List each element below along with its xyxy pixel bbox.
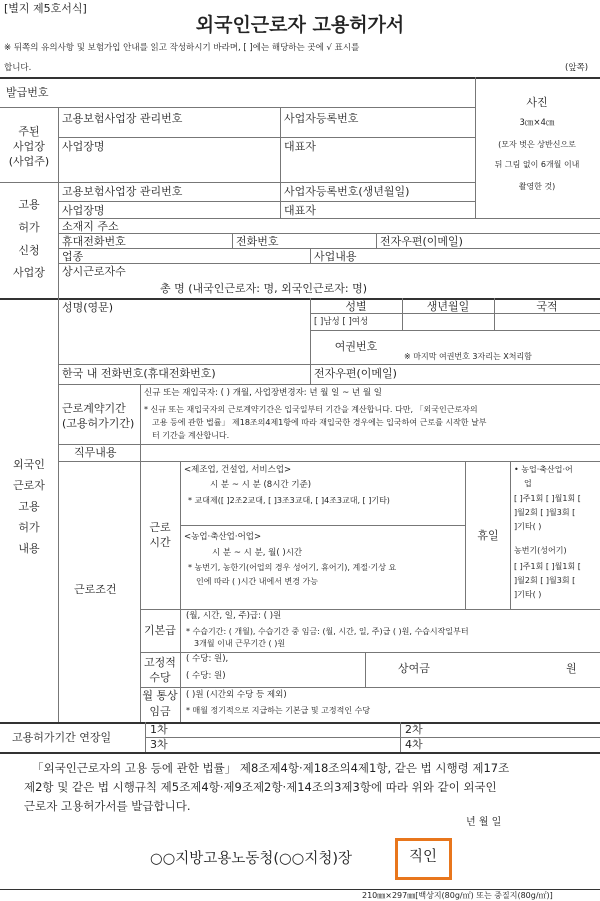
emp-workplace-label-4: 사업장 <box>13 266 45 279</box>
fw-holiday-option-2: 업 <box>524 479 532 488</box>
fw-mfg-shift[interactable]: * 교대제([ ]2조2교대, [ ]3조3교대, [ ]4조3교대, [ ]기타) <box>188 496 390 505</box>
instruction-line-2: 합니다. <box>4 63 32 73</box>
fw-agri-heading: <농업·축산업·어업> <box>184 532 262 542</box>
emp-total-workers-line: 총 명 (내국인근로자: 명, 외국인근로자: 명) <box>160 282 367 295</box>
fw-base-pay-note-1: * 수습기간: ( 개월), 수습기간 중 임금: (월, 시간, 일, 주)급 ( )원, 수습시작일부터 <box>186 627 469 636</box>
fw-mfg-heading: <제조업, 건설업, 서비스업> <box>184 465 292 475</box>
main-workplace-label-3: (사업주) <box>8 155 50 168</box>
fw-holiday-label: 휴일 <box>477 529 499 542</box>
photo-note-3: 촬영한 것) <box>518 182 556 191</box>
emp-representative-label: 대표자 <box>284 204 316 217</box>
fw-busy-option-3[interactable]: ]기타( ) <box>514 590 542 599</box>
extension-round-4: 4차 <box>405 738 423 751</box>
fw-working-conditions-label: 근로조건 <box>74 583 117 596</box>
statement-line-3: 근로자 고용허가서를 발급합니다. <box>24 799 191 813</box>
statement-date: 년 월 일 <box>466 817 502 828</box>
paper-spec: 210㎜×297㎜[백상지(80g/㎡) 또는 중질지(80g/㎡)] <box>362 891 553 900</box>
emp-mobile-label: 휴대전화번호 <box>62 235 126 248</box>
fw-contract-label-2: (고용허가기간) <box>62 417 135 430</box>
fw-busy-season-label: 농번기(성어기) <box>514 546 567 555</box>
statement-line-1: 「외국인근로자의 고용 등에 관한 법률」 제8조제4항·제18조의4제1항, 같은 법 시행령 제17조 <box>32 761 510 775</box>
official-seal-label: 직인 <box>408 849 438 865</box>
fw-agri-note-1: * 농번기, 농한기(어업의 경우 성어기, 휴어기), 계절·기상 요 <box>188 563 397 572</box>
fw-busy-option-2[interactable]: ]월2회 [ ]월3회 [ <box>514 576 576 585</box>
emp-insurance-no-label: 고용보험사업장 관리번호 <box>62 185 183 198</box>
fw-agri-hours-line: 시 분 ~ 시 분, 월( )시간 <box>212 548 303 558</box>
main-workplace-label-2: 사업장 <box>13 140 45 153</box>
fw-monthly-wage-note: * 매월 정기적으로 지급하는 기본급 및 고정적인 수당 <box>186 706 371 715</box>
emp-workplace-name-label: 사업장명 <box>62 204 105 217</box>
fw-holiday-option-3[interactable]: [ ]주1회 [ ]월1회 [ <box>514 494 581 503</box>
fw-holiday-option-1: • 농업·축산업·어 <box>514 465 573 474</box>
extension-round-1: 1차 <box>150 723 168 736</box>
extension-round-3: 3차 <box>150 738 168 751</box>
fw-bonus-label: 상여금 <box>398 662 430 675</box>
issuer-name: ○○지방고용노동청(○○지청)장 <box>150 851 352 867</box>
fw-work-hours-label-1: 근로 <box>149 521 171 534</box>
fw-base-pay-note-2: 3개월 이내 근무기간 ( )원 <box>194 639 286 648</box>
fw-contract-note-1: * 신규 또는 재입국자의 근로계약기간은 입국일부터 기간을 계산합니다. 다만, 「외국인근로자의 <box>144 405 478 414</box>
emp-workplace-label-2: 허가 <box>18 221 40 234</box>
fw-base-pay-line: (월, 시간, 일, 주)급: ( )원 <box>186 611 282 621</box>
fw-fixed-allowance-label-2: 수당 <box>149 671 171 684</box>
fw-bonus-unit: 원 <box>566 662 577 675</box>
main-business-reg-label: 사업자등록번호 <box>284 112 359 125</box>
main-insurance-no-label: 고용보험사업장 관리번호 <box>62 112 183 125</box>
emp-address-label: 소재지 주소 <box>62 220 119 233</box>
extension-round-2: 2차 <box>405 723 423 736</box>
fw-monthly-wage-label-1: 월 통상 <box>142 689 178 702</box>
fw-base-pay-label: 기본급 <box>144 624 176 637</box>
extension-label: 고용허가기간 연장일 <box>12 731 112 744</box>
statement-line-2: 제2항 및 같은 법 시행규칙 제5조제4항·제9조제2항·제14조의3제3항에 따라 위와 같이 외국인 <box>24 780 497 794</box>
fw-name-label: 성명(영문) <box>62 301 114 314</box>
fw-nationality-label: 국적 <box>536 300 558 313</box>
fw-contract-note-3: 터 기간을 계산합니다. <box>152 431 230 440</box>
emp-business-content-label: 사업내용 <box>314 250 357 263</box>
emp-workplace-label-1: 고용 <box>18 198 40 211</box>
fw-sex-label: 성별 <box>345 300 367 313</box>
photo-title: 사진 <box>526 96 548 109</box>
page-title: 외국인근로자 고용허가서 <box>195 14 405 36</box>
fw-label-5: 내용 <box>18 542 40 555</box>
fw-work-hours-label-2: 시간 <box>149 536 171 549</box>
photo-size: 3㎝×4㎝ <box>519 118 555 128</box>
main-workplace-label-1: 주된 <box>18 125 40 138</box>
fw-job-description-label: 직무내용 <box>74 446 117 459</box>
fw-email-label: 전자우편(이메일) <box>314 367 397 380</box>
emp-phone-label: 전화번호 <box>236 235 279 248</box>
fw-sex-options[interactable]: [ ]남성 [ ]여성 <box>314 317 369 327</box>
emp-business-reg-label: 사업자등록번호(생년월일) <box>284 185 410 198</box>
fw-phone-label: 한국 내 전화번호(휴대전화번호) <box>62 367 216 380</box>
photo-note-2: 뒤 그림 없이 6개월 이내 <box>494 160 580 169</box>
emp-email-label: 전자우편(이메일) <box>380 235 463 248</box>
emp-regular-workers-label: 상시근로자수 <box>62 265 126 278</box>
instruction-line-1: ※ 뒤쪽의 유의사항 및 보험가입 안내를 읽고 작성하시기 바라며, [ ]에는 해당하는 곳에 √ 표시를 <box>4 43 360 53</box>
fw-passport-label: 여권번호 <box>334 340 378 353</box>
fw-busy-option-1[interactable]: [ ]주1회 [ ]월1회 [ <box>514 562 581 571</box>
fw-contract-note-2: 고용 등에 관한 법률」 제18조의4제1항에 따라 재입국한 경우에는 입국하여 근로를 시작한 날부 <box>152 418 487 427</box>
fw-label-1: 외국인 <box>13 458 45 471</box>
emp-workplace-label-3: 신청 <box>18 244 40 257</box>
page-side-label: (앞쪽) <box>565 63 589 73</box>
fw-contract-line: 신규 또는 재입국자: ( ) 개월, 사업장변경자: 년 월 일 ~ 년 월 일 <box>144 388 382 398</box>
fw-monthly-wage-line: ( )원 (시간외 수당 등 제외) <box>186 690 287 700</box>
fw-birth-label: 생년월일 <box>426 300 470 313</box>
fw-monthly-wage-label-2: 임금 <box>149 705 171 718</box>
fw-agri-note-2: 인에 따라 ( )시간 내에서 변경 가능 <box>196 577 318 586</box>
fw-passport-note: ※ 마지막 여권번호 3자리는 X처리함 <box>404 352 532 361</box>
main-representative-label: 대표자 <box>284 140 316 153</box>
fw-label-4: 허가 <box>18 521 40 534</box>
photo-note-1: (모자 벗은 상반신으로 <box>498 140 576 149</box>
fw-contract-label-1: 근로계약기간 <box>62 402 126 415</box>
fw-label-2: 근로자 <box>13 479 45 492</box>
form-number: [별지 제5호서식] <box>4 2 87 15</box>
fw-fixed-allowance-line-2: ( 수당: 원) <box>186 671 226 681</box>
fw-holiday-option-5[interactable]: ]기타( ) <box>514 522 542 531</box>
emp-industry-label: 업종 <box>62 250 84 263</box>
fw-holiday-option-4[interactable]: ]월2회 [ ]월3회 [ <box>514 508 576 517</box>
fw-fixed-allowance-line-1: ( 수당: 원), <box>186 654 229 664</box>
fw-label-3: 고용 <box>18 500 40 513</box>
main-workplace-name-label: 사업장명 <box>62 140 105 153</box>
issue-number-label: 발급번호 <box>6 86 49 99</box>
fw-mfg-hours-line: 시 분 ~ 시 분 (8시간 기준) <box>210 480 312 490</box>
fw-fixed-allowance-label-1: 고정적 <box>144 656 176 669</box>
